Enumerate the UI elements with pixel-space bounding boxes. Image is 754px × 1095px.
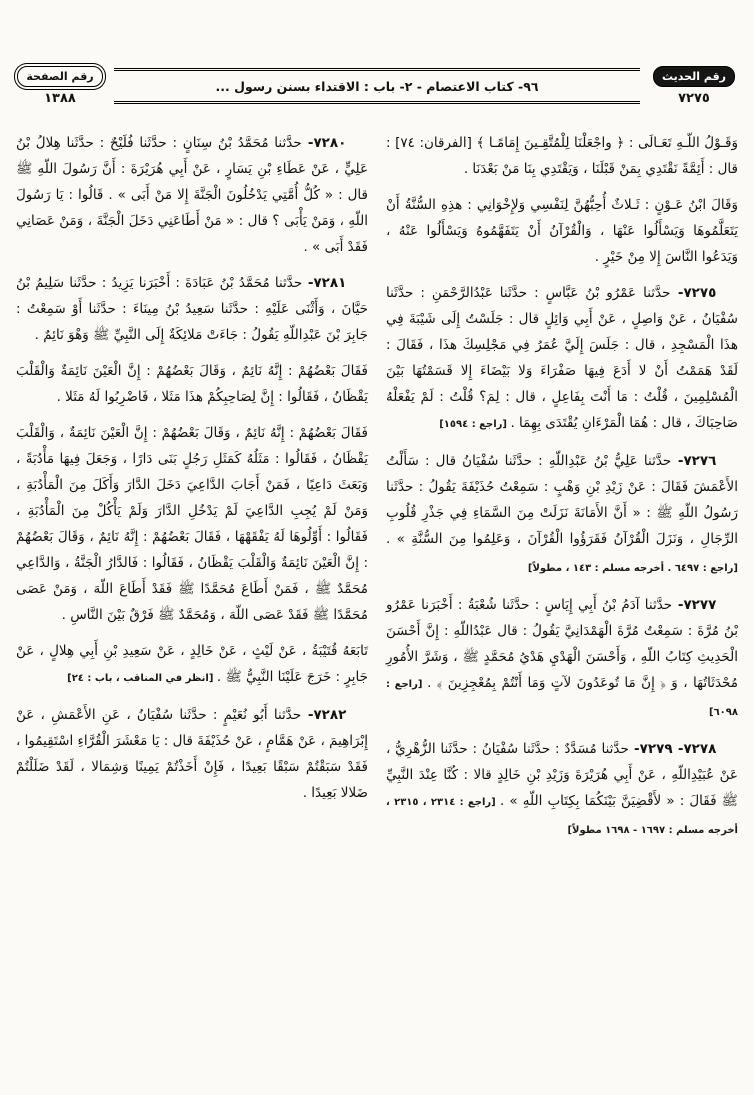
- hadith-number: ٧٢٨١-: [302, 275, 347, 291]
- paragraph: تَابَعَهُ قُتَيْبَةُ ، عَنْ لَيْثٍ ، عَنْ خَالِدٍ ، عَنْ سَعِيدِ بْنِ أَبِي هِلالٍ ، عَنْ جَابِرٍ : خَرَجَ عَلَيْنَا النَّبِيُّ ﷺ . [انظر في المناقب ، باب : ٢٤]: [16, 643, 368, 685]
- hadith-number: ٧٢٨٠-: [301, 135, 347, 151]
- hadith-number: ٧٢٧٦-: [671, 453, 717, 469]
- hadith-number-badge: [646, 66, 742, 116]
- page-number-label: رقم الصفحة: [17, 66, 102, 87]
- hadith-number-label: رقم الحديث: [653, 66, 735, 87]
- paragraph: وَقَـوْلُ اللّـهِ تَعَـالَى : ﴿ واجْعَلْنَا لِلْمُتَّقِـينَ إِمَامًـا ﴾ [الفرقان: ٧٤] : قال : أَئِمَّةً نَقْتَدِي بِمَنْ قَبْلَنَا ، وَيَقْتَدِي بِنَا مَنْ بَعْدَنَا .: [386, 135, 738, 177]
- hadith-number: ٧٢٧٨- ٧٢٧٩-: [628, 741, 717, 757]
- right-column: [386, 130, 738, 854]
- paragraph: ٧٢٨٠- حدَّثنا مُحَمَّدُ بْنُ سِنَانٍ : حدَّثَنا فُلَيْحٌ : حدَّثَنا هِلالُ بْنُ عَلِيٍّ ، عَنْ عَطَاءِ بْنِ يَسَارٍ ، عَنْ أَبِي هُرَيْرَةَ : أَنَّ رَسُولَ اللّهِ ﷺ قال : « كُلُّ أُمَّتِي يَدْخُلُونَ الْجَنَّةَ إِلا مَنْ أَبَى » . قَالُوا : يَا رَسُولَ اللّهِ ، وَمَنْ يَأْبَى ؟ قال : « مَنْ أَطَاعَنِي دَخَلَ الْجَنَّةَ ، وَمَنْ عَصَانِي فَقَدْ أَبَى » .: [16, 135, 368, 255]
- hadith-number: ٧٢٨٢-: [301, 707, 347, 723]
- page-header: [12, 66, 742, 116]
- paragraph: ٧٢٨٢- حدَّثنا أَبُو نُعَيْمٍ : حدَّثَنا سُفْيَانُ ، عَنِ الأَعْمَشِ ، عَنْ إِبْرَاهِيمَ ، عَنْ هَمَّامٍ ، عَنْ حُذَيْفَةَ قال : يَا مَعْشَرَ الْقُرَّاءِ اسْتَقِيمُوا ، فَقَدْ سَبَقْتُمْ سَبْقًا بَعِيدًا ، فَإِنْ أَخَذْتُمْ يَمِينًا وَشِمَالا ، لَقَدْ ضَلَلْتُمْ ضَلالا بَعِيدًا .: [16, 707, 368, 801]
- reference-note: [راجع : ٦٠٩٨]: [386, 679, 738, 718]
- text-columns: [10, 130, 744, 854]
- paragraph: فَقَالَ بَعْضُهُمْ : إِنَّهُ نَائِمٌ ، وَقَالَ بَعْضُهُمْ : إِنَّ الْعَيْنَ نَائِمَةٌ وَالْقَلْبَ يَقْظَانُ ، فَقَالُوا : إِنَّ لِصَاحِبِكُمْ هذَا مَثَلا ، فَاضْرِبُوا لَهُ مَثَلا .: [16, 363, 368, 405]
- page-number-badge: [12, 66, 108, 116]
- paragraph: فَقَالَ بَعْضُهُمْ : إِنَّهُ نَائِمٌ ، وَقَالَ بَعْضُهُمْ : إِنَّ الْعَيْنَ نَائِمَةٌ ، وَالْقَلْبَ يَقْظَانُ ، فَقَالُوا : مَثَلُهُ كَمَثَلِ رَجُلٍ بَنَى دَارًا ، وَجَعَلَ فِيهَا مَأْدُبَةً ، وَبَعَثَ دَاعِيًا ، فَمَنْ أَجَابَ الدَّاعِيَ دَخَلَ الدَّارَ وَأَكَلَ مِنَ الْمَأْدُبَةِ ، وَمَنْ لَمْ يُجِبِ الدَّاعِيَ لَمْ يَدْخُلِ الدَّارَ وَلَمْ يَأْكُلْ مِنَ الْمَأْدُبَةِ ، فَقَالُوا : أَوِّلُوهَا لَهُ يَفْقَهْهَا ، فَقَالَ بَعْضُهُمْ : إِنَّهُ نَائِمٌ ، وَقَالَ بَعْضُهُمْ : إِنَّ الْعَيْنَ نَائِمَةٌ وَالْقَلْبَ يَقْظَانُ ، فَقَالُوا : فَالدَّارُ الْجَنَّةُ ، وَالدَّاعِي مُحَمَّدٌ ﷺ ، فَمَنْ أَطَاعَ مُحَمَّدًا ﷺ فَقَدْ أَطَاعَ اللّهَ ، وَمَنْ عَصَى مُحَمَّدًا ﷺ فَقَدْ عَصَى اللّهَ ، وَمُحَمَّدٌ ﷺ فَرْقٌ بَيْنَ النَّاسِ .: [16, 425, 368, 623]
- hadith-number: ٧٢٧٧-: [672, 597, 717, 613]
- page-number-value: ١٣٨٨: [44, 91, 76, 106]
- left-column: [16, 130, 368, 854]
- reference-note: [راجع : ١٥٩٤]: [439, 419, 511, 430]
- reference-note: [راجع : ٦٤٩٧ . أخرجه مسلم : ١٤٣ ، مطولاً]: [527, 563, 738, 574]
- paragraph: وَقَالَ ابْنُ عَـوْنٍ : ثَـلاثٌ أُحِبُّهُنَّ لِنَفْسِي وَلإِخْوَانِي : هذِهِ السُّنَّةُ أَنْ يَتَعَلَّمُوهَا وَيَسْأَلُوا عَنْهَا ، وَالْقُرْآنُ أَنْ يَتَفَهَّمُوهُ وَيَسْأَلُوا عَنْهُ ، وَيَدَعُوا النَّاسَ إِلا مِنْ خَيْرٍ .: [386, 197, 738, 265]
- paragraph: ٧٢٧٦- حدَّثنا عَلِيُّ بْنُ عَبْدِاللّهِ : حدَّثَنا سُفْيَانُ قال : سَأَلْتُ الأَعْمَشَ فَقَالَ : عَنْ زَيْدِ بْنِ وَهْبٍ : سَمِعْتُ حُذَيْفَةَ يَقُولُ : حدَّثَنا رَسُولُ اللّهِ ﷺ : « أَنَّ الأَمَانَةَ نَزَلَتْ مِنَ السَّمَاءِ فِي جَذْرِ قُلُوبِ الرِّجَالِ ، وَنَزَلَ الْقُرْآنُ فَقَرَؤُوا الْقُرْآنَ ، وَعَلِمُوا مِنَ السُّنَّةِ » . [راجع : ٦٤٩٧ . أخرجه مسلم : ١٤٣ ، مطولاً]: [386, 453, 738, 574]
- paragraph: ٧٢٨١- حدَّثنا مُحَمَّدُ بْنُ عَبَادَةَ : أَخْبَرَنا يَزِيدُ : حدَّثَنا سَلِيمُ بْنُ حَيَّانَ ، وَأَثْنَى عَلَيْهِ : حدَّثَنا سَعِيدُ بْنُ مِينَاءَ : حدَّثَنا أَوْ سَمِعْتُ : جَابِرَ بْنَ عَبْدِاللّهِ يَقُولُ : جَاءَتْ مَلائِكَةٌ إِلَى النَّبِيِّ ﷺ وَهْوَ نَائِمٌ .: [16, 275, 368, 343]
- paragraph: ٧٢٧٥- حدَّثنا عَمْرُو بْنُ عَبَّاسٍ : حدَّثَنا عَبْدُالرَّحْمَنِ : حدَّثَنا سُفْيَانُ ، عَنْ وَاصِلٍ ، عَنْ أَبِي وَائِلٍ قال : جَلَسْتُ إِلَى شَيْبَةَ فِي هذَا الْمَسْجِدِ ، قال : جَلَسَ إِلَيَّ عُمَرُ فِي مَجْلِسِكَ هذَا ، فَقَالَ : لَقَدْ هَمَمْتُ أَنْ لا أَدَعَ فِيهَا صَفْرَاءَ وَلا بَيْضَاءَ إِلا قَسَمْتُهَا بَيْنَ الْمُسْلِمِينَ ، قُلْتُ : مَا أَنْتَ بِفَاعِلٍ ، قال : لِمَ؟ قُلْتُ : لَمْ يَفْعَلْهُ صَاحِبَاكَ ، قال : هُمَا الْمَرْءَانِ يُقْتَدَى بِهِمَا . [راجع : ١٥٩٤]: [386, 285, 738, 431]
- reference-note: [راجع : ٢٣١٤ ، ٢٣١٥ ، أخرجه مسلم : ١٦٩٧ - ١٦٩٨ مطولاً]: [386, 797, 738, 836]
- chapter-title: ٩٦- كتاب الاعتصام - ٢- باب : الاقتداء بسنن رسول ...: [215, 78, 539, 94]
- chapter-title-band: [114, 68, 640, 104]
- hadith-number: ٧٢٧٥-: [670, 285, 717, 301]
- paragraph: ٧٢٧٨- ٧٢٧٩- حدَّثنا مُسَدَّدٌ : حدَّثَنا سُفْيَانُ : حدَّثَنا الزُّهْرِيُّ ، عَنْ عُبَيْدِاللّهِ ، عَنْ أَبِي هُرَيْرَةَ وَزَيْدِ بْنِ خَالِدٍ قالا : كُنَّا عِنْدَ النَّبِيِّ ﷺ فَقَالَ : « لأَقْضِيَنَّ بَيْنَكُمَا بِكِتَابِ اللّهِ » . [راجع : ٢٣١٤ ، ٢٣١٥ ، أخرجه مسلم : ١٦٩٧ - ١٦٩٨ مطولاً]: [386, 741, 738, 836]
- paragraph: ٧٢٧٧- حدَّثنا آدَمُ بْنُ أَبِي إِيَاسٍ : حدَّثَنا شُعْبَةُ : أَخْبَرَنا عَمْرُو بْنُ مُرَّةَ : سَمِعْتُ مُرَّةَ الْهَمْدَانِيَّ يَقُولُ : قال عَبْدُاللّهِ : إِنَّ أَحْسَنَ الْحَدِيثِ كِتَابُ اللّهِ ، وَأَحْسَنَ الْهَدْيِ هَدْيُ مُحَمَّدٍ ﷺ ، وَشَرَّ الأُمُورِ مُحْدَثَاتُهَا ، وَ ﴿ إِنَّ مَا تُوعَدُونَ لآتٍ وَمَا أَنْتُمْ بِمُعْجِزِينَ ﴾ . [راجع : ٦٠٩٨]: [386, 597, 739, 718]
- hadith-number-value: ٧٢٧٥: [678, 91, 710, 106]
- reference-note: [انظر في المناقب ، باب : ٢٤]: [67, 673, 217, 684]
